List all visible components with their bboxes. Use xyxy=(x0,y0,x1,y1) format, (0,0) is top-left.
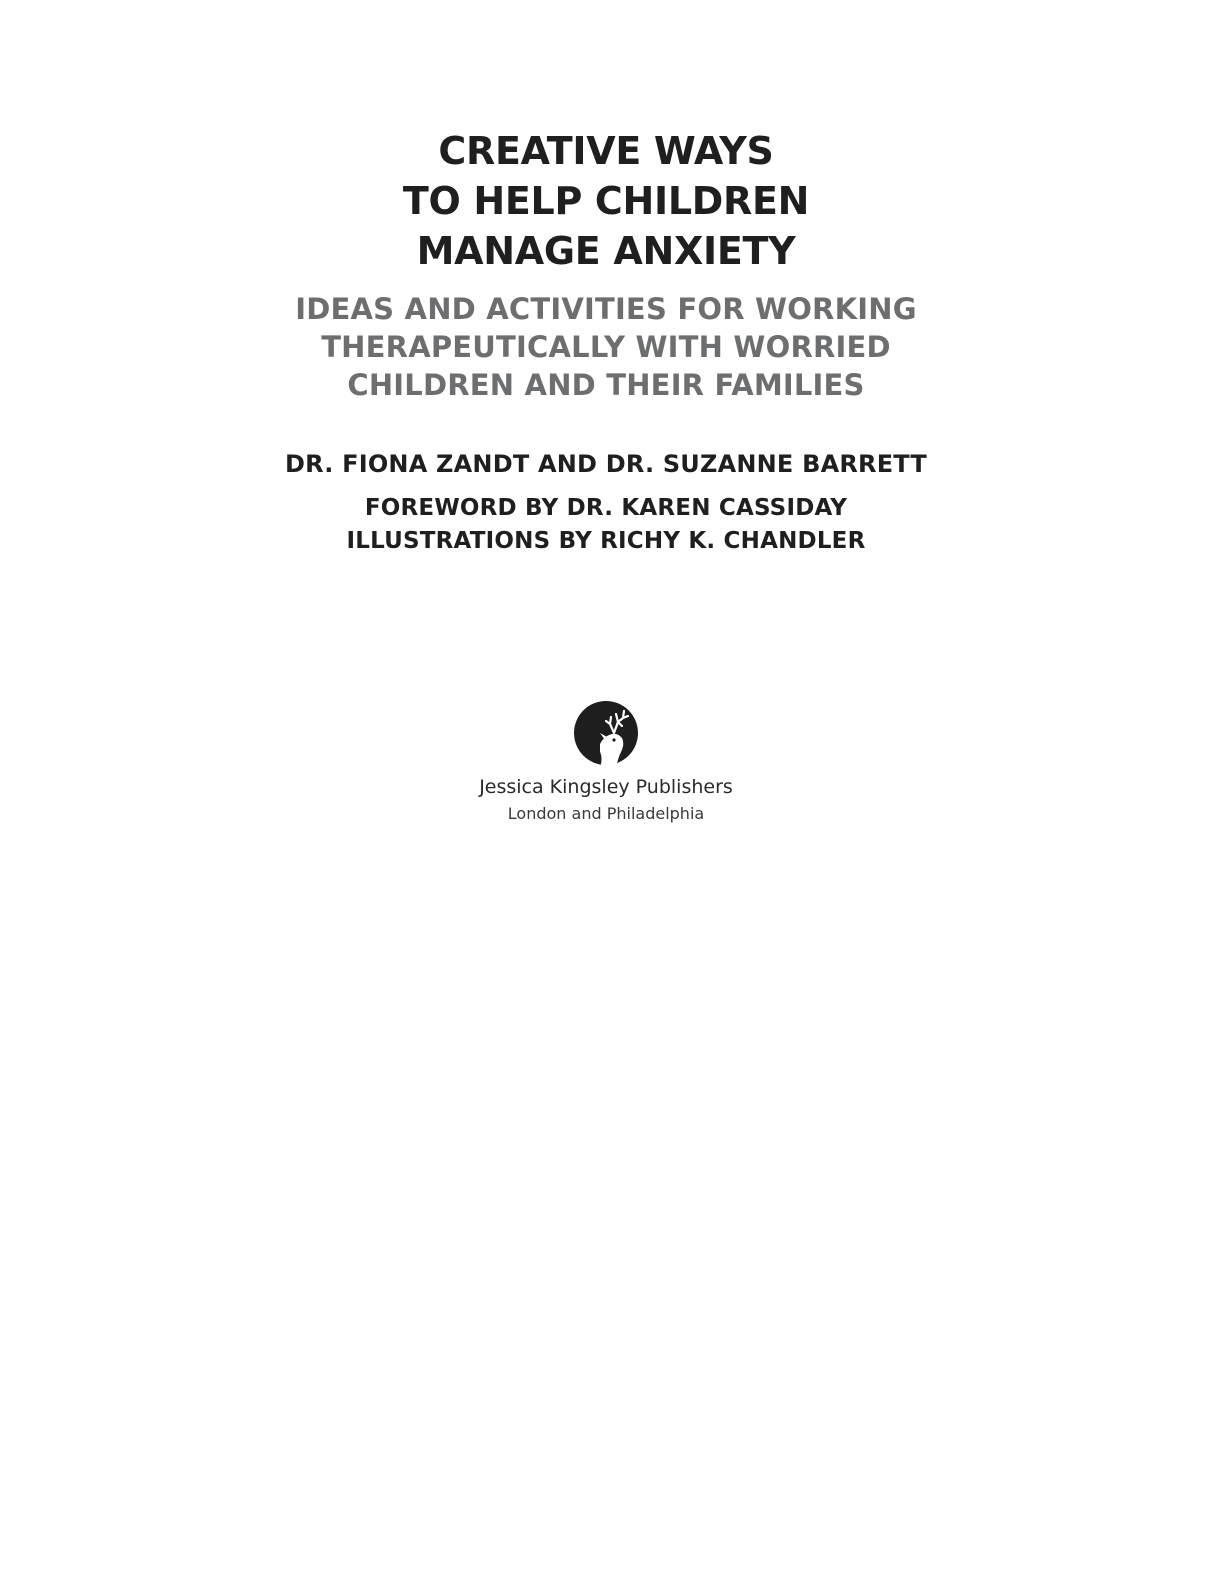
publisher-location: London and Philadelphia xyxy=(507,804,705,823)
foreword-credit: FOREWORD BY DR. KAREN CASSIDAY xyxy=(364,495,848,521)
book-title xyxy=(0,126,1212,276)
stag-head-icon xyxy=(570,700,644,768)
illustrations-credit: ILLUSTRATIONS BY RICHY K. CHANDLER xyxy=(346,528,866,554)
publisher-name: Jessica Kingsley Publishers xyxy=(479,776,733,798)
authors: DR. FIONA ZANDT AND DR. SUZANNE BARRETT xyxy=(284,450,928,478)
book-subtitle-line: IDEAS AND ACTIVITIES FOR WORKING xyxy=(295,292,917,326)
book-subtitle-line: CHILDREN AND THEIR FAMILIES xyxy=(347,368,865,402)
book-title-line: CREATIVE WAYS xyxy=(438,129,774,173)
book-subtitle-line: THERAPEUTICALLY WITH WORRIED xyxy=(321,330,891,364)
book-title-line: MANAGE ANXIETY xyxy=(416,229,796,273)
book-subtitle xyxy=(0,290,1212,404)
book-title-line: TO HELP CHILDREN xyxy=(402,179,810,223)
credits xyxy=(0,492,1212,558)
